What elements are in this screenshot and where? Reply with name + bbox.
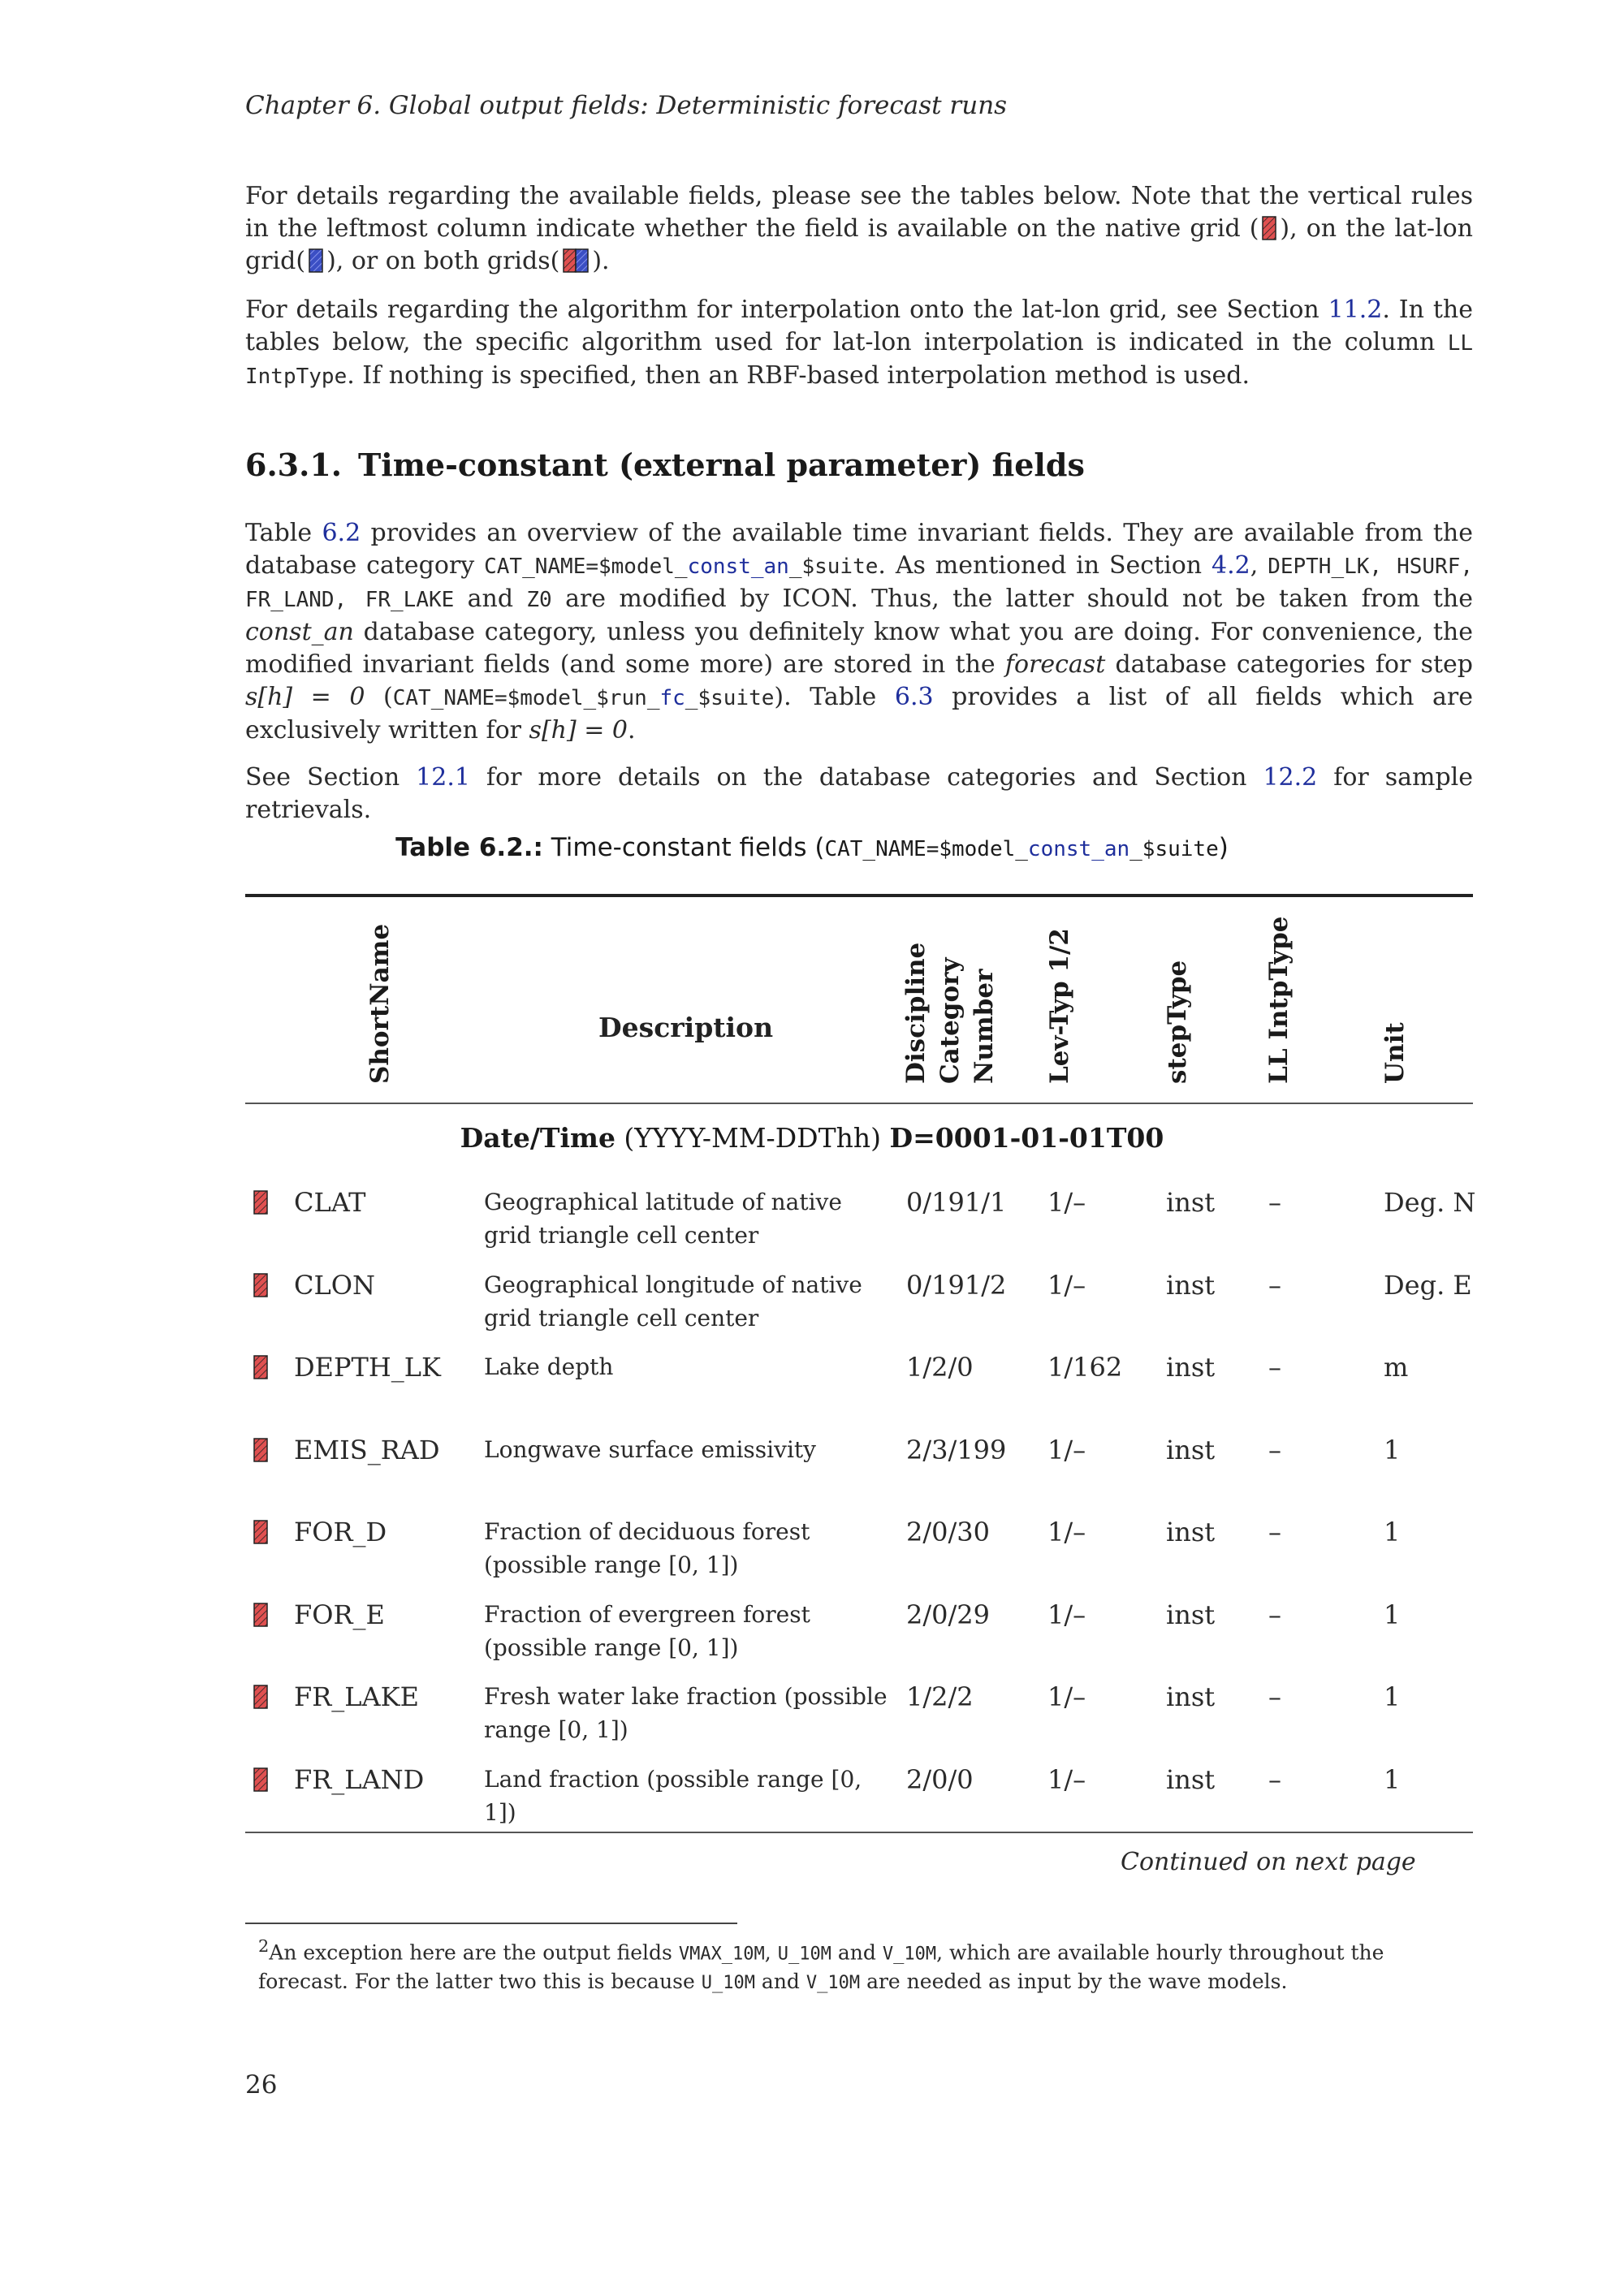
cell-intp: – [1268,1764,1281,1795]
section-link-11-2[interactable]: 11.2 [1328,296,1383,324]
native-grid-icon [253,1603,268,1627]
cell-description: Fresh water lake fraction (possible [484,1683,888,1710]
cell-code: 0/191/2 [906,1270,1007,1301]
cell-code: 2/0/29 [906,1599,990,1630]
cell-code: 0/191/1 [906,1187,1007,1218]
cell-description-cont: range [0, 1]) [484,1716,628,1743]
cell-unit: 1 [1384,1764,1401,1795]
cell-unit: 1 [1384,1681,1401,1712]
caption-const-an-link[interactable]: const_an [1027,837,1130,861]
header-description: Description [598,1012,774,1043]
cell-step: inst [1166,1764,1216,1795]
cell-description: Geographical longitude of native [484,1271,862,1298]
native-grid-icon [253,1355,268,1379]
cell-name: CLON [294,1270,375,1301]
cell-unit: Deg. E [1384,1270,1472,1301]
table-link-6-3[interactable]: 6.3 [894,683,934,711]
group-title: Date/Time (YYYY-MM-DDThh) D=0001-01-01T00 [460,1122,1164,1154]
table-link-6-2[interactable]: 6.2 [322,519,361,547]
cell-lev: 1/162 [1047,1352,1123,1383]
cell-name: CLAT [294,1187,366,1218]
header-steptype: stepType [1163,960,1192,1084]
section-link-12-1[interactable]: 12.1 [416,763,470,792]
cell-intp: – [1268,1270,1281,1301]
cell-name: DEPTH_LK [294,1352,441,1383]
cell-description-cont: grid triangle cell center [484,1305,759,1331]
native-grid-icon [1262,216,1276,240]
native-grid-icon [253,1685,268,1709]
cell-description: Fraction of evergreen forest [484,1601,810,1628]
cell-lev: 1/– [1047,1270,1086,1301]
cell-intp: – [1268,1681,1281,1712]
native-grid-icon [253,1767,268,1792]
cell-code: 2/0/0 [906,1764,974,1795]
header-levtyp: Lev-Typ 1/2 [1045,928,1074,1084]
cell-lev: 1/– [1047,1764,1086,1795]
cell-step: inst [1166,1517,1216,1547]
cell-description: Land fraction (possible range [0, 1]) [484,1766,862,1826]
cell-intp: – [1268,1352,1281,1383]
footnote: $^2$An exception here are the output fields VMAX_10M, U_10M and V_10M, which are available hourly throughout the forecast. For the latter two this is because U_10M and V_10M are needed as input by the wave models. [258,1936,1384,1994]
cell-step: inst [1166,1681,1216,1712]
cell-unit: Deg. N [1384,1187,1476,1218]
intro-paragraph-1: For details regarding the available fields, please see the tables below. Note that the vertical rules in the leftmost column indicate whether the field is available on the native grid ( ), on the lat-lon grid( ), or on both grids( ). [245,182,1473,275]
page-number: 26 [245,2070,278,2100]
cell-step: inst [1166,1270,1216,1301]
cell-lev: 1/– [1047,1435,1086,1465]
fc-link[interactable]: fc [659,686,685,710]
cell-lev: 1/– [1047,1517,1086,1547]
both-grids-icon [563,248,589,273]
cell-name: FR_LAND [294,1764,425,1795]
const-an-link[interactable]: const_an [687,555,789,579]
section-heading: 6.3.1. Time-constant (external parameter) fields [245,447,1085,483]
section-paragraph-1: Table 6.2 provides an overview of the available time invariant fields. They are available from the database category CAT_NAME=$model_const_an_$suite. As mentioned in Section 4.2, DEPTH_LK, HSURF, FR_LAND, FR_LAKE and Z0 are modified by ICON. Thus, the latter should not be taken from the const_an database category, unless you definitely know what you are doing. For convenience, the modified invariant fields (and some more) are stored in the forecast database categories for step s[h] = 0 (CAT_NAME=$model_$run_fc_$suite). Table 6.3 provides a list of all fields which are exclusively written for s[h] = 0. [245,519,1474,744]
header-category: Category [935,957,965,1084]
table-bottom-rule [245,1832,1473,1833]
native-grid-icon [253,1438,268,1462]
latlon-grid-icon [309,248,323,273]
section-link-12-2[interactable]: 12.2 [1263,763,1318,792]
native-grid-icon [253,1190,268,1215]
running-head: Chapter 6. Global output fields: Deterministic forecast runs [245,91,1008,120]
cell-intp: – [1268,1435,1281,1465]
cell-name: EMIS_RAD [294,1435,440,1465]
cell-step: inst [1166,1352,1216,1383]
cell-description: Fraction of deciduous forest [484,1518,810,1545]
cell-code: 2/3/199 [906,1435,1007,1465]
table-caption: Table 6.2.: Time-constant fields (CAT_NAME=$model_const_an_$suite) [395,833,1229,862]
cell-name: FR_LAKE [294,1681,419,1712]
native-grid-icon [253,1273,268,1297]
cell-unit: 1 [1384,1435,1401,1465]
cell-lev: 1/– [1047,1599,1086,1630]
section-paragraph-2: See Section 12.1 for more details on the database categories and Section 12.2 for sample retrievals. [245,763,1473,824]
header-intptype: LL IntpType [1264,916,1294,1084]
cell-description: Longwave surface emissivity [484,1436,816,1463]
cell-intp: – [1268,1517,1281,1547]
table-top-rule [245,894,1473,897]
table-header-rule [245,1103,1473,1104]
cell-unit: m [1384,1352,1409,1383]
native-grid-icon [253,1520,268,1544]
header-number: Number [970,969,999,1084]
cell-intp: – [1268,1599,1281,1630]
cell-unit: 1 [1384,1517,1401,1547]
cell-step: inst [1166,1599,1216,1630]
cell-code: 1/2/0 [906,1352,974,1383]
cell-step: inst [1166,1435,1216,1465]
footnote-rule [245,1923,737,1924]
cell-name: FOR_D [294,1517,387,1547]
cell-description: Geographical latitude of native [484,1189,842,1215]
cell-description-cont: (possible range [0, 1]) [484,1634,739,1661]
cell-description-cont: grid triangle cell center [484,1222,759,1249]
cell-code: 1/2/2 [906,1681,974,1712]
header-discipline: Discipline [901,942,931,1084]
header-unit: Unit [1380,1022,1410,1084]
cell-description-cont: (possible range [0, 1]) [484,1552,739,1578]
cell-code: 2/0/30 [906,1517,990,1547]
cell-lev: 1/– [1047,1187,1086,1218]
cell-description: Lake depth [484,1353,614,1380]
section-link-4-2[interactable]: 4.2 [1212,551,1250,580]
continued-note: Continued on next page [1121,1848,1416,1876]
cell-lev: 1/– [1047,1681,1086,1712]
cell-intp: – [1268,1187,1281,1218]
cell-unit: 1 [1384,1599,1401,1630]
intro-paragraph-2: For details regarding the algorithm for interpolation onto the lat-lon grid, see Section 11.2. In the tables below, the specific algorithm used for lat-lon interpolation is indicated in the column LL IntpType. If nothing is specified, then an RBF-based interpolation method is used. [245,296,1473,390]
cell-name: FOR_E [294,1599,385,1630]
header-shortname: ShortName [365,923,395,1084]
cell-step: inst [1166,1187,1216,1218]
